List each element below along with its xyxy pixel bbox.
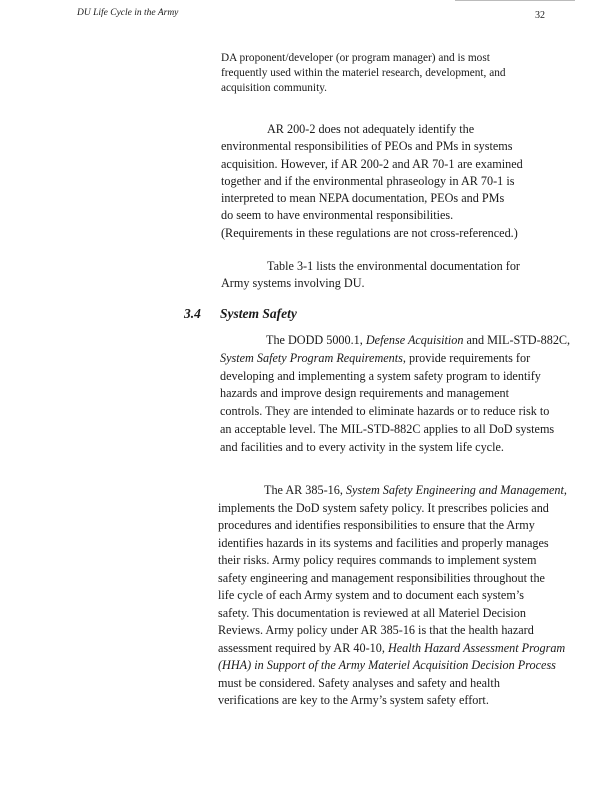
text-run: do seem to have environmental responsibilities.	[221, 208, 454, 223]
text-run: Table 3-1 lists the environmental documentation for	[267, 259, 520, 273]
text-line	[218, 657, 567, 675]
running-header: DU Life Cycle in the Army	[77, 8, 179, 18]
text-run: an acceptable level. The MIL-STD-882C applies to all DoD systems	[220, 421, 555, 436]
text-line	[221, 190, 523, 207]
text-run: DA proponent/developer (or program manager) and is most	[221, 52, 490, 64]
text-line	[218, 692, 567, 710]
text-line	[221, 173, 523, 190]
text-line	[220, 403, 570, 421]
paragraph	[218, 482, 567, 710]
page-number: 32	[535, 10, 545, 21]
italic-text: Defense Acquisition	[365, 333, 464, 347]
text-line	[218, 675, 567, 693]
text-run: must be considered. Safety analyses and safety and health	[218, 675, 500, 690]
section-number: 3.4	[184, 306, 201, 321]
paragraph	[221, 121, 523, 242]
text-run: and MIL-STD-882C,	[463, 333, 571, 347]
italic-text: (HHA) in Support of the Army Materiel Acquisition Decision Process	[218, 658, 556, 672]
text-run: Reviews. Army policy under AR 385-16 is that the health hazard	[218, 623, 534, 637]
text-run: procedures and identifies responsibilities to ensure that the Army	[218, 518, 535, 532]
text-line	[220, 350, 570, 368]
text-run: interpreted to mean NEPA documentation, PEOs and PMs	[221, 191, 505, 206]
text-line	[218, 552, 567, 570]
text-run: Army systems involving DU.	[221, 276, 365, 290]
text-line	[221, 138, 523, 155]
text-line	[218, 622, 567, 640]
text-line	[221, 207, 523, 224]
italic-text: Health Hazard Assessment Program	[387, 640, 566, 655]
text-run: together and if the environmental phraseology in AR 70-1 is	[221, 173, 515, 188]
text-line	[221, 225, 523, 242]
text-run: developing and implementing a system safety program to identify	[220, 368, 541, 383]
italic-text: System Safety Program Requirements,	[220, 350, 406, 365]
text-run: acquisition. However, if AR 200-2 and AR 70-1 are examined	[221, 156, 523, 171]
text-run: implements the DoD system safety policy. It prescribes policies and	[218, 500, 549, 515]
text-run: life cycle of each Army system and to document each system’s	[218, 588, 524, 602]
text-line	[220, 332, 570, 350]
text-run: frequently used within the materiel research, development, and	[221, 67, 506, 79]
paragraph	[221, 51, 506, 96]
text-line	[218, 517, 567, 535]
text-line	[218, 640, 567, 658]
text-line	[221, 51, 506, 66]
italic-text: System Safety Engineering and Management,	[345, 483, 567, 497]
text-run: environmental responsibilities of PEOs and PMs in systems	[221, 139, 513, 154]
text-line	[220, 385, 570, 403]
top-rule	[455, 0, 575, 1]
text-line	[221, 258, 520, 275]
text-run: safety engineering and management responsibilities throughout the	[218, 570, 545, 585]
text-run: and facilities and to every activity in the system life cycle.	[220, 439, 504, 454]
text-line	[221, 66, 506, 81]
text-line	[218, 605, 567, 623]
section-title: System Safety	[220, 306, 297, 321]
text-line	[221, 275, 520, 292]
text-run: assessment required by AR 40-10,	[218, 640, 388, 655]
text-run: (Requirements in these regulations are not cross-referenced.)	[221, 225, 518, 240]
text-run: provide requirements for	[405, 350, 531, 365]
text-line	[220, 421, 570, 439]
text-run: their risks. Army policy requires commands to implement system	[218, 553, 537, 567]
text-run: controls. They are intended to eliminate hazards or to reduce risk to	[220, 404, 550, 419]
text-line	[220, 439, 570, 457]
text-line	[218, 535, 567, 553]
text-run: identifies hazards in its systems and facilities and properly manages	[218, 535, 549, 550]
text-line	[221, 121, 523, 138]
text-run: hazards and improve design requirements and management	[220, 386, 510, 401]
text-run: The AR 385-16,	[264, 483, 346, 497]
text-run: safety. This documentation is reviewed at all Materiel Decision	[218, 605, 526, 620]
text-line	[221, 81, 506, 96]
text-line	[220, 368, 570, 386]
text-line	[218, 500, 567, 518]
text-line	[218, 482, 567, 500]
text-run: AR 200-2 does not adequately identify the	[267, 122, 475, 136]
paragraph	[220, 332, 570, 457]
text-run: The DODD 5000.1,	[266, 333, 366, 347]
text-run: acquisition community.	[221, 82, 327, 94]
text-run: verifications are key to the Army’s system safety effort.	[218, 693, 489, 707]
text-line	[218, 570, 567, 588]
text-line	[218, 587, 567, 605]
paragraph	[221, 258, 520, 292]
text-line	[221, 156, 523, 173]
